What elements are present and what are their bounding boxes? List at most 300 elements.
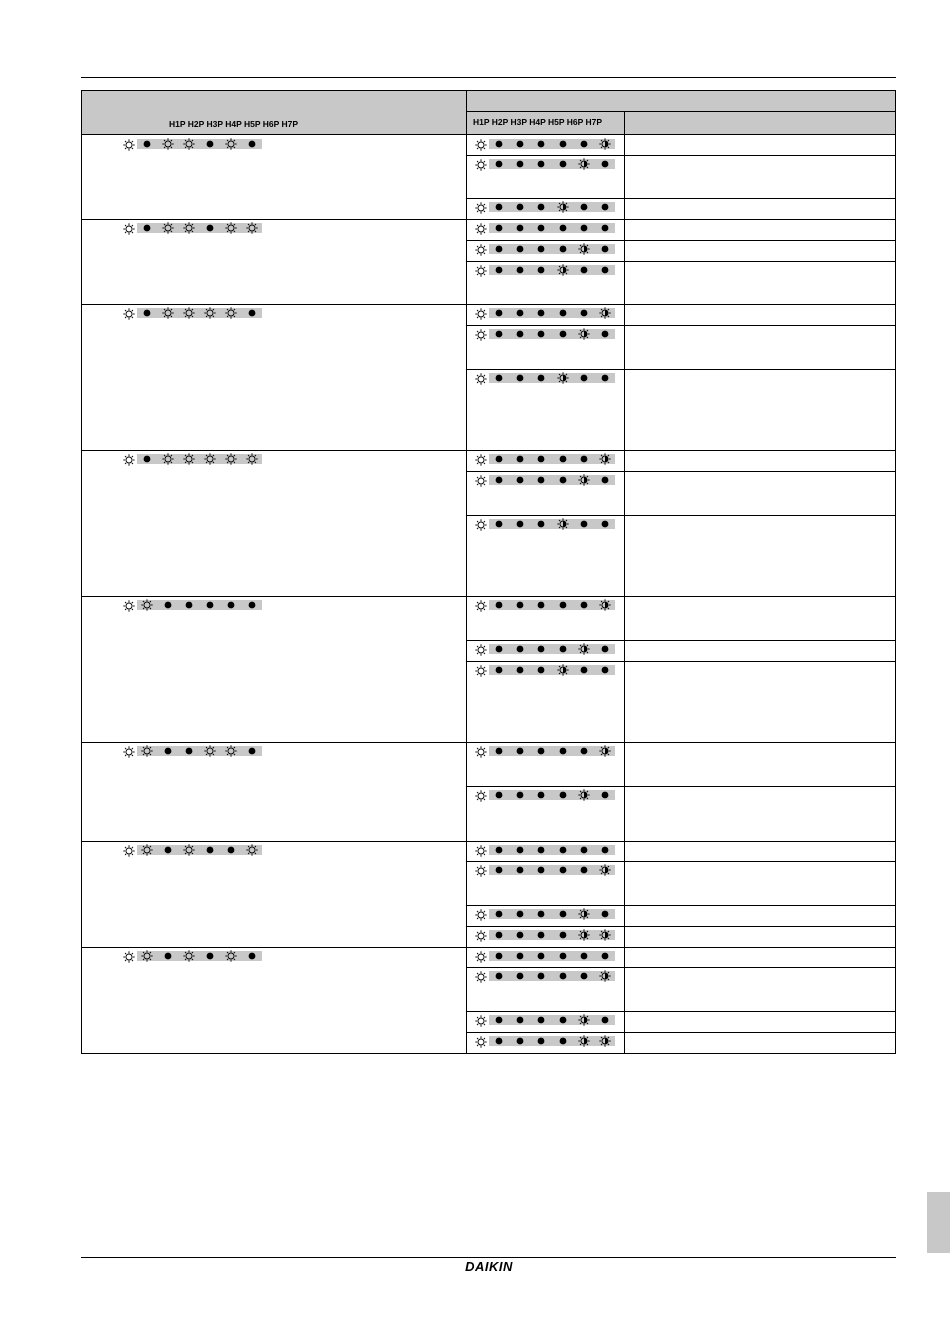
- led-bar: [137, 845, 262, 855]
- led-pattern: [475, 223, 615, 233]
- right-header-top-cell: [466, 90, 896, 111]
- group-row-rule: [81, 219, 896, 220]
- led-h1p-led-on-icon: [475, 264, 487, 276]
- led-pattern: [475, 244, 615, 254]
- led-h4p-led-on-icon: [183, 138, 197, 148]
- led-h1p-led-on-icon: [475, 908, 487, 920]
- led-h7p-led-off-icon: [600, 265, 614, 275]
- led-h5p-led-off-icon: [558, 1015, 572, 1025]
- led-pattern: [475, 790, 615, 800]
- led-h4p-led-off-icon: [536, 308, 550, 318]
- led-h3p-led-off-icon: [515, 223, 529, 233]
- led-h2p-led-off-icon: [494, 454, 508, 464]
- led-h3p-led-off-icon: [515, 265, 529, 275]
- led-h6p-led-off-icon: [579, 265, 593, 275]
- led-h7p-led-blinking-icon: [599, 745, 613, 755]
- led-bar: [137, 746, 262, 756]
- led-h1p-led-on-icon: [475, 1014, 487, 1026]
- led-h6p-led-blinking-icon: [578, 328, 592, 338]
- table-border-right: [895, 90, 896, 1054]
- led-h3p-led-off-icon: [515, 790, 529, 800]
- led-h1p-led-on-icon: [123, 453, 135, 465]
- led-h6p-led-blinking-icon: [578, 908, 592, 918]
- led-h7p-led-off-icon: [600, 909, 614, 919]
- led-h1p-led-on-icon: [475, 1035, 487, 1047]
- led-h6p-led-off-icon: [579, 202, 593, 212]
- led-h2p-led-off-icon: [494, 600, 508, 610]
- led-h7p-led-off-icon: [247, 308, 261, 318]
- led-h2p-led-off-icon: [142, 139, 156, 149]
- led-h7p-led-off-icon: [600, 951, 614, 961]
- led-h3p-led-off-icon: [515, 1036, 529, 1046]
- led-h7p-led-on-icon: [246, 844, 260, 854]
- led-pattern: [475, 159, 615, 169]
- top-rule: [81, 77, 896, 78]
- group-row-rule: [81, 742, 896, 743]
- right-header-led-labels: H1P H2P H3P H4P H5P H6P H7P: [473, 117, 602, 127]
- led-pattern: [475, 329, 615, 339]
- led-h5p-led-off-icon: [205, 845, 219, 855]
- led-h7p-led-blinking-icon: [599, 138, 613, 148]
- led-h5p-led-off-icon: [558, 951, 572, 961]
- led-h2p-led-off-icon: [494, 159, 508, 169]
- header-bottom-rule: [81, 134, 896, 135]
- led-h5p-led-off-icon: [558, 930, 572, 940]
- led-h2p-led-off-icon: [494, 845, 508, 855]
- led-h2p-led-off-icon: [494, 665, 508, 675]
- led-h3p-led-on-icon: [162, 138, 176, 148]
- led-h3p-led-off-icon: [515, 746, 529, 756]
- led-h6p-led-off-icon: [579, 308, 593, 318]
- led-h2p-led-off-icon: [494, 475, 508, 485]
- led-h5p-led-off-icon: [558, 644, 572, 654]
- led-h7p-led-off-icon: [600, 373, 614, 383]
- led-h7p-led-off-icon: [247, 746, 261, 756]
- led-pattern: [123, 308, 262, 318]
- led-h1p-led-on-icon: [475, 453, 487, 465]
- right-header-desc-cell: [624, 111, 896, 134]
- led-h6p-led-off-icon: [579, 971, 593, 981]
- led-h2p-led-off-icon: [494, 308, 508, 318]
- led-h7p-led-off-icon: [600, 475, 614, 485]
- led-h3p-led-off-icon: [515, 475, 529, 485]
- led-h2p-led-off-icon: [494, 1015, 508, 1025]
- led-h4p-led-off-icon: [536, 1015, 550, 1025]
- led-h3p-led-off-icon: [515, 644, 529, 654]
- group-row-rule: [81, 947, 896, 948]
- led-h3p-led-off-icon: [515, 971, 529, 981]
- led-h5p-led-off-icon: [205, 139, 219, 149]
- led-h5p-led-blinking-icon: [557, 201, 571, 211]
- led-h7p-led-off-icon: [600, 519, 614, 529]
- led-h4p-led-off-icon: [536, 746, 550, 756]
- led-h5p-led-off-icon: [558, 223, 572, 233]
- led-h1p-led-on-icon: [475, 138, 487, 150]
- led-h4p-led-off-icon: [536, 139, 550, 149]
- led-h7p-led-off-icon: [600, 1015, 614, 1025]
- led-h6p-led-off-icon: [579, 600, 593, 610]
- led-h1p-led-on-icon: [475, 518, 487, 530]
- led-h7p-led-off-icon: [247, 600, 261, 610]
- led-h1p-led-on-icon: [123, 745, 135, 757]
- led-h4p-led-off-icon: [536, 159, 550, 169]
- led-h4p-led-off-icon: [536, 909, 550, 919]
- led-h4p-led-off-icon: [536, 865, 550, 875]
- led-h1p-led-on-icon: [475, 664, 487, 676]
- led-h5p-led-on-icon: [204, 745, 218, 755]
- led-h3p-led-off-icon: [515, 139, 529, 149]
- led-h3p-led-on-icon: [162, 307, 176, 317]
- led-h1p-led-on-icon: [475, 372, 487, 384]
- led-pattern: [475, 265, 615, 275]
- led-h5p-led-off-icon: [205, 223, 219, 233]
- led-h5p-led-off-icon: [205, 600, 219, 610]
- led-h6p-led-off-icon: [579, 519, 593, 529]
- led-h3p-led-off-icon: [515, 329, 529, 339]
- led-h6p-led-on-icon: [225, 138, 239, 148]
- led-h6p-led-on-icon: [225, 950, 239, 960]
- led-h3p-led-on-icon: [162, 222, 176, 232]
- led-h6p-led-blinking-icon: [578, 1014, 592, 1024]
- led-h4p-led-off-icon: [536, 951, 550, 961]
- led-pattern: [475, 865, 615, 875]
- led-h2p-led-off-icon: [494, 951, 508, 961]
- led-h3p-led-off-icon: [515, 845, 529, 855]
- led-pattern: [475, 600, 615, 610]
- led-pattern: [475, 475, 615, 485]
- led-h5p-led-blinking-icon: [557, 518, 571, 528]
- led-h7p-led-off-icon: [600, 329, 614, 339]
- led-h6p-led-blinking-icon: [578, 474, 592, 484]
- led-h4p-led-off-icon: [536, 329, 550, 339]
- led-h5p-led-off-icon: [558, 475, 572, 485]
- led-h4p-led-off-icon: [536, 971, 550, 981]
- led-h6p-led-blinking-icon: [578, 158, 592, 168]
- led-h1p-led-on-icon: [123, 307, 135, 319]
- led-h5p-led-off-icon: [558, 600, 572, 610]
- led-h3p-led-off-icon: [515, 909, 529, 919]
- led-h7p-led-off-icon: [247, 139, 261, 149]
- led-h2p-led-off-icon: [494, 329, 508, 339]
- led-h7p-led-off-icon: [600, 790, 614, 800]
- led-h3p-led-off-icon: [515, 159, 529, 169]
- led-h7p-led-blinking-icon: [599, 599, 613, 609]
- led-h1p-led-on-icon: [475, 929, 487, 941]
- led-bar: [137, 951, 262, 961]
- led-h5p-led-off-icon: [558, 454, 572, 464]
- led-h6p-led-off-icon: [579, 951, 593, 961]
- sub-row-rule: [466, 261, 896, 262]
- led-h2p-led-off-icon: [494, 930, 508, 940]
- led-h1p-led-on-icon: [475, 970, 487, 982]
- led-h2p-led-off-icon: [494, 265, 508, 275]
- led-h3p-led-off-icon: [515, 202, 529, 212]
- led-h3p-led-off-icon: [515, 665, 529, 675]
- led-h6p-led-off-icon: [579, 454, 593, 464]
- sub-row-rule: [466, 1011, 896, 1012]
- led-h5p-led-on-icon: [204, 307, 218, 317]
- group-row-rule: [81, 304, 896, 305]
- led-h4p-led-off-icon: [536, 223, 550, 233]
- led-h4p-led-off-icon: [536, 790, 550, 800]
- led-h6p-led-on-icon: [225, 453, 239, 463]
- led-h7p-led-off-icon: [600, 845, 614, 855]
- table-border-top: [81, 90, 896, 91]
- sub-row-rule: [466, 155, 896, 156]
- led-h4p-led-on-icon: [183, 950, 197, 960]
- led-pattern: [123, 600, 262, 610]
- led-h3p-led-off-icon: [515, 244, 529, 254]
- led-h4p-led-off-icon: [536, 519, 550, 529]
- led-h2p-led-off-icon: [494, 519, 508, 529]
- led-h4p-led-off-icon: [536, 475, 550, 485]
- led-h6p-led-on-icon: [225, 745, 239, 755]
- led-h7p-led-off-icon: [247, 951, 261, 961]
- led-h7p-led-blinking-icon: [599, 307, 613, 317]
- led-h6p-led-off-icon: [579, 223, 593, 233]
- led-h4p-led-off-icon: [536, 265, 550, 275]
- led-h5p-led-on-icon: [204, 453, 218, 463]
- sub-row-rule: [466, 640, 896, 641]
- led-h2p-led-off-icon: [142, 223, 156, 233]
- led-h2p-led-off-icon: [494, 746, 508, 756]
- led-pattern: [123, 746, 262, 756]
- led-h6p-led-on-icon: [225, 222, 239, 232]
- led-h3p-led-off-icon: [515, 1015, 529, 1025]
- led-bar: [137, 600, 262, 610]
- led-h5p-led-off-icon: [558, 159, 572, 169]
- led-pattern: [123, 223, 262, 233]
- led-h5p-led-off-icon: [558, 308, 572, 318]
- led-h7p-led-off-icon: [600, 223, 614, 233]
- sub-row-rule: [466, 1032, 896, 1033]
- led-h4p-led-off-icon: [536, 644, 550, 654]
- led-h3p-led-off-icon: [163, 746, 177, 756]
- sub-row-rule: [466, 369, 896, 370]
- led-h7p-led-off-icon: [600, 665, 614, 675]
- led-h5p-led-off-icon: [558, 790, 572, 800]
- led-h1p-led-on-icon: [123, 599, 135, 611]
- led-h7p-led-off-icon: [600, 244, 614, 254]
- led-h4p-led-off-icon: [536, 454, 550, 464]
- led-h1p-led-on-icon: [123, 844, 135, 856]
- led-h2p-led-off-icon: [494, 971, 508, 981]
- led-h1p-led-on-icon: [475, 158, 487, 170]
- led-pattern: [475, 373, 615, 383]
- side-tab-marker: [927, 1192, 950, 1253]
- led-h4p-led-on-icon: [183, 453, 197, 463]
- led-h2p-led-off-icon: [494, 865, 508, 875]
- led-h7p-led-on-icon: [246, 453, 260, 463]
- led-h2p-led-off-icon: [142, 308, 156, 318]
- led-pattern: [475, 519, 615, 529]
- led-pattern: [475, 644, 615, 654]
- led-pattern: [123, 951, 262, 961]
- sub-row-rule: [466, 471, 896, 472]
- led-h1p-led-on-icon: [475, 599, 487, 611]
- led-h1p-led-on-icon: [475, 328, 487, 340]
- group-row-rule: [81, 841, 896, 842]
- led-pattern: [475, 845, 615, 855]
- led-h2p-led-off-icon: [494, 373, 508, 383]
- led-h7p-led-blinking-icon: [599, 453, 613, 463]
- led-h4p-led-off-icon: [536, 665, 550, 675]
- led-h3p-led-off-icon: [515, 865, 529, 875]
- led-h2p-led-on-icon: [141, 599, 155, 609]
- led-h4p-led-off-icon: [536, 600, 550, 610]
- group-row-rule: [81, 450, 896, 451]
- left-header-led-labels: H1P H2P H3P H4P H5P H6P H7P: [169, 119, 298, 129]
- led-h3p-led-off-icon: [163, 845, 177, 855]
- led-h2p-led-off-icon: [494, 202, 508, 212]
- sub-row-rule: [466, 926, 896, 927]
- led-h2p-led-off-icon: [494, 909, 508, 919]
- table-border-left: [81, 90, 82, 1054]
- led-h1p-led-on-icon: [123, 222, 135, 234]
- sub-row-rule: [466, 198, 896, 199]
- led-pattern: [475, 665, 615, 675]
- led-h1p-led-on-icon: [475, 864, 487, 876]
- led-h6p-led-off-icon: [226, 600, 240, 610]
- led-h7p-led-blinking-icon: [599, 864, 613, 874]
- led-h6p-led-off-icon: [579, 665, 593, 675]
- led-h3p-led-off-icon: [515, 930, 529, 940]
- led-h5p-led-off-icon: [558, 329, 572, 339]
- led-h2p-led-on-icon: [141, 950, 155, 960]
- led-h2p-led-off-icon: [494, 644, 508, 654]
- led-h6p-led-off-icon: [579, 139, 593, 149]
- led-h5p-led-blinking-icon: [557, 664, 571, 674]
- led-h5p-led-blinking-icon: [557, 264, 571, 274]
- led-h4p-led-off-icon: [536, 845, 550, 855]
- led-h4p-led-on-icon: [183, 307, 197, 317]
- led-h4p-led-on-icon: [183, 222, 197, 232]
- led-pattern: [123, 454, 262, 464]
- led-h6p-led-off-icon: [579, 746, 593, 756]
- led-h3p-led-off-icon: [163, 951, 177, 961]
- led-h4p-led-off-icon: [536, 373, 550, 383]
- led-h1p-led-on-icon: [475, 844, 487, 856]
- led-h6p-led-blinking-icon: [578, 789, 592, 799]
- led-h4p-led-off-icon: [184, 746, 198, 756]
- led-pattern: [475, 308, 615, 318]
- led-h6p-led-blinking-icon: [578, 929, 592, 939]
- led-h7p-led-off-icon: [600, 202, 614, 212]
- led-h3p-led-off-icon: [515, 519, 529, 529]
- led-h6p-led-off-icon: [579, 865, 593, 875]
- sub-row-rule: [466, 325, 896, 326]
- led-h2p-led-off-icon: [494, 139, 508, 149]
- led-h1p-led-on-icon: [475, 307, 487, 319]
- led-pattern: [475, 454, 615, 464]
- led-h4p-led-off-icon: [184, 600, 198, 610]
- led-pattern: [475, 139, 615, 149]
- led-h5p-led-blinking-icon: [557, 372, 571, 382]
- led-h6p-led-blinking-icon: [578, 243, 592, 253]
- bottom-rule: [81, 1257, 896, 1258]
- led-pattern: [475, 930, 615, 940]
- column-divider-desc: [624, 111, 625, 1053]
- group-row-rule: [81, 596, 896, 597]
- led-pattern: [123, 139, 262, 149]
- led-h5p-led-off-icon: [558, 909, 572, 919]
- led-h5p-led-off-icon: [558, 244, 572, 254]
- led-h5p-led-off-icon: [558, 865, 572, 875]
- led-h2p-led-off-icon: [142, 454, 156, 464]
- led-h4p-led-off-icon: [536, 244, 550, 254]
- led-h7p-led-on-icon: [246, 222, 260, 232]
- table-border-bottom: [81, 1053, 896, 1054]
- led-h1p-led-on-icon: [475, 474, 487, 486]
- sub-row-rule: [466, 661, 896, 662]
- led-h2p-led-off-icon: [494, 790, 508, 800]
- led-h6p-led-off-icon: [226, 845, 240, 855]
- led-h5p-led-off-icon: [558, 1036, 572, 1046]
- led-h5p-led-off-icon: [558, 139, 572, 149]
- led-h2p-led-on-icon: [141, 844, 155, 854]
- led-h4p-led-off-icon: [536, 930, 550, 940]
- led-h7p-led-blinking-icon: [599, 970, 613, 980]
- led-pattern: [475, 1015, 615, 1025]
- led-h3p-led-off-icon: [163, 600, 177, 610]
- led-pattern: [123, 845, 262, 855]
- led-h1p-led-on-icon: [475, 643, 487, 655]
- led-h7p-led-off-icon: [600, 644, 614, 654]
- led-h3p-led-off-icon: [515, 373, 529, 383]
- led-h1p-led-on-icon: [123, 950, 135, 962]
- led-h6p-led-off-icon: [579, 845, 593, 855]
- led-h2p-led-on-icon: [141, 745, 155, 755]
- sub-row-rule: [466, 905, 896, 906]
- led-h1p-led-on-icon: [475, 201, 487, 213]
- led-h7p-led-blinking-icon: [599, 1035, 613, 1045]
- led-pattern: [475, 971, 615, 981]
- led-h1p-led-on-icon: [123, 138, 135, 150]
- led-pattern: [475, 909, 615, 919]
- sub-row-rule: [466, 240, 896, 241]
- led-h3p-led-on-icon: [162, 453, 176, 463]
- led-pattern: [475, 951, 615, 961]
- led-h2p-led-off-icon: [494, 223, 508, 233]
- led-h5p-led-off-icon: [205, 951, 219, 961]
- led-pattern: [475, 202, 615, 212]
- led-h6p-led-blinking-icon: [578, 643, 592, 653]
- led-h4p-led-off-icon: [536, 202, 550, 212]
- led-h3p-led-off-icon: [515, 454, 529, 464]
- led-pattern: [475, 746, 615, 756]
- led-h6p-led-off-icon: [579, 373, 593, 383]
- led-pattern: [475, 1036, 615, 1046]
- led-h2p-led-off-icon: [494, 1036, 508, 1046]
- led-h6p-led-blinking-icon: [578, 1035, 592, 1045]
- led-h1p-led-on-icon: [475, 950, 487, 962]
- led-h1p-led-on-icon: [475, 745, 487, 757]
- led-h5p-led-off-icon: [558, 971, 572, 981]
- daikin-logo: DAIKIN: [465, 1259, 513, 1274]
- led-h1p-led-on-icon: [475, 789, 487, 801]
- led-h1p-led-on-icon: [475, 243, 487, 255]
- led-h2p-led-off-icon: [494, 244, 508, 254]
- led-h4p-led-on-icon: [183, 844, 197, 854]
- led-h1p-led-on-icon: [475, 222, 487, 234]
- led-h5p-led-off-icon: [558, 845, 572, 855]
- led-h3p-led-off-icon: [515, 308, 529, 318]
- led-h5p-led-off-icon: [558, 746, 572, 756]
- led-h3p-led-off-icon: [515, 951, 529, 961]
- sub-row-rule: [466, 967, 896, 968]
- led-h4p-led-off-icon: [536, 1036, 550, 1046]
- led-h3p-led-off-icon: [515, 600, 529, 610]
